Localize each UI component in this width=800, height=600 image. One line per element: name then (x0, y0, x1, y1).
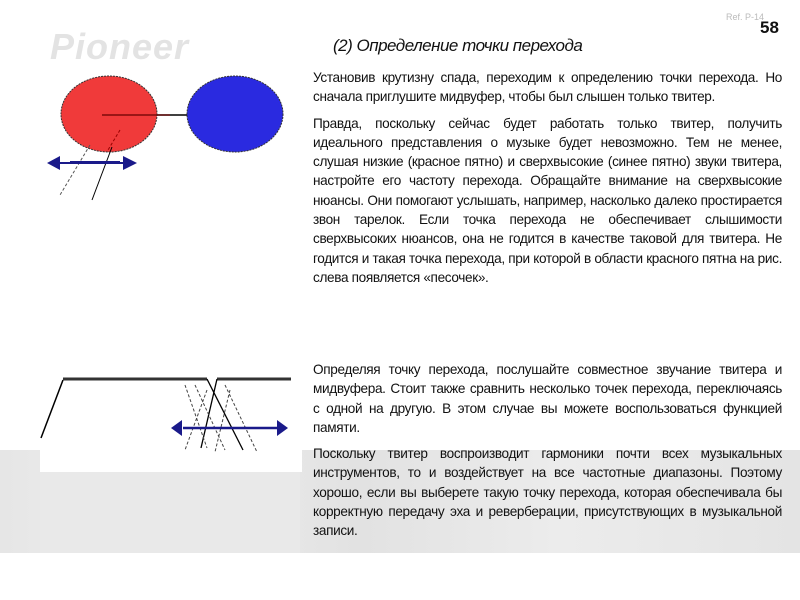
arrow-left-icon (171, 420, 182, 436)
paragraph: Правда, поскольку сейчас будет работать только твитер, получить идеального представления о музыке будет невозможно. Тем не менее, слушая низкие (красное пятно) и сверхвысокие (синее пятно) звуки твитера, настройте его частоту перехода. Обращайте внимание на сверхвысокие нюансы. Они помогают услышать, например, насколько далеко простирается звон тарелок. Если точка перехода не обеспечивает слышимости сверхвысоких нюансов, она не годится в качестве таковой для твитера. Не годится и такая точка перехода, при которой в области красного пятна на рис. слева появляется «песочек». (313, 115, 782, 285)
text-block-top (313, 68, 782, 294)
crossover-diagram-bottom (35, 370, 295, 480)
paragraph: Определяя точку перехода, послушайте совместное звучание твитера и мидвуфера. Стоит также сравнить несколько точек перехода, переключаясь с одной на другую. В этом случае вы можете воспользоваться функцией памяти. (313, 362, 782, 435)
crossover-diagram-top (30, 75, 290, 205)
text-block-bottom (313, 360, 782, 548)
arrow-right-icon (123, 156, 137, 170)
paragraph: Установив крутизну спада, переходим к определению точки перехода. Но сначала приглушите мидвуфер, чтобы был слышен только твитер. (313, 70, 782, 105)
page-title: (2) Определение точки перехода (333, 36, 583, 55)
reference-label: Ref. P-14 (726, 12, 765, 22)
paragraph: Поскольку твитер воспроизводит гармоники почти всех музыкальных инструментов, то и воздействует на все частотные диапазоны. Поэтому хорошо, если вы выберете такую точку перехода, которая обеспечивала бы корректную передачу эха и реверберации, присутствующих в музыкальной записи. (313, 446, 782, 539)
page-number: 58 (760, 18, 779, 37)
blue-spot (187, 76, 283, 152)
red-spot (61, 76, 157, 152)
background-band-left (40, 472, 300, 553)
pioneer-logo: Pioneer (50, 26, 190, 67)
arrow-right-icon (277, 420, 288, 436)
